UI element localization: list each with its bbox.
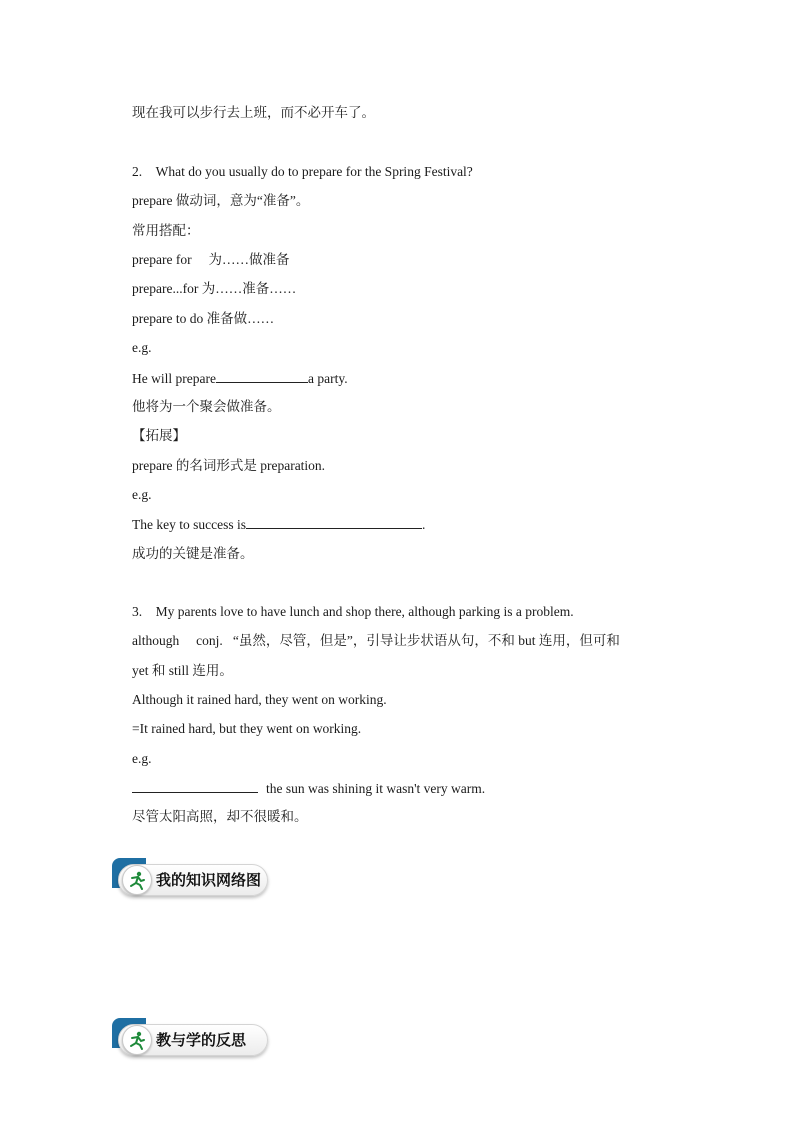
section-heading-reflection — [112, 1018, 262, 1056]
noun-form-note: prepare 的名词形式是 preparation. — [132, 458, 326, 473]
fill-in-blank-2[interactable] — [246, 515, 422, 529]
question-3: 3. My parents love to have lunch and shop there, although parking is a problem. — [132, 604, 574, 619]
example-3-end: the sun was shining it wasn't very warm. — [266, 781, 486, 796]
running-figure-icon — [122, 1025, 152, 1055]
prepare-definition: prepare 做动词，意为“准备”。 — [132, 193, 310, 208]
but-example: =It rained hard, but they went on working. — [132, 721, 362, 736]
example-1-start: He will prepare — [132, 371, 216, 386]
fill-in-blank-3[interactable] — [132, 779, 258, 793]
although-definition-cont: yet 和 still 连用。 — [132, 663, 233, 678]
example-1-translation: 他将为一个聚会做准备。 — [132, 399, 281, 414]
although-definition: although conj. “虽然，尽管，但是”，引导让步状语从句，不和 but 连用，但可和 — [132, 633, 620, 648]
fill-in-blank-1[interactable] — [216, 369, 308, 383]
translation-line: 现在我可以步行去上班，而不必开车了。 — [132, 105, 375, 120]
section-heading-knowledge-network — [112, 858, 262, 896]
example-1-end: a party. — [307, 371, 348, 386]
running-figure-icon — [122, 865, 152, 895]
although-example: Although it rained hard, they went on working. — [132, 692, 387, 707]
extension-label: 【拓展】 — [132, 428, 186, 443]
example-sentence-2 — [132, 515, 425, 534]
example-label: e.g. — [132, 751, 152, 766]
heading-label: 教与学的反思 — [156, 1031, 247, 1049]
example-2-end: . — [421, 517, 426, 532]
collocation-1: prepare for 为……做准备 — [132, 252, 290, 267]
example-sentence-1 — [132, 369, 348, 388]
heading-label: 我的知识网络图 — [156, 871, 262, 889]
example-sentence-3 — [132, 779, 485, 798]
collocation-3: prepare to do 准备做…… — [132, 311, 275, 326]
collocation-2: prepare...for 为……准备…… — [132, 281, 297, 296]
example-3-translation: 尽管太阳高照，却不很暖和。 — [132, 809, 308, 824]
example-label: e.g. — [132, 340, 152, 355]
example-2-translation: 成功的关键是准备。 — [132, 546, 254, 561]
question-2: 2. What do you usually do to prepare for the Spring Festival? — [132, 164, 473, 179]
example-2-start: The key to success is — [132, 517, 246, 532]
example-label: e.g. — [132, 487, 152, 502]
common-collocations-label: 常用搭配： — [132, 223, 200, 238]
